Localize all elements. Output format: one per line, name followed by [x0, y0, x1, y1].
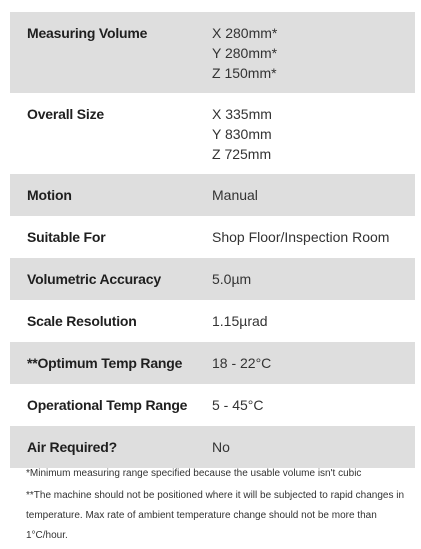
spec-value: Shop Floor/Inspection Room [212, 229, 390, 245]
spec-value: No [212, 439, 230, 455]
spec-value [212, 23, 415, 83]
spec-label: Scale Resolution [27, 313, 137, 329]
spec-value: Manual [212, 187, 258, 203]
spec-label: Suitable For [27, 229, 106, 245]
spec-row-volumetric-accuracy [10, 258, 415, 300]
spec-row-overall-size [10, 93, 415, 174]
spec-value: 18 - 22°C [212, 355, 272, 371]
footnote-temperature: **The machine should not be positioned where it will be subjected to rapid changes in temperature. Max rate of ambient temperature change should not be more than 1°C/hour. [26, 490, 405, 541]
spec-row-motion [10, 174, 415, 216]
spec-row-air-required [10, 426, 415, 468]
spec-label: Operational Temp Range [27, 397, 188, 413]
spec-label: **Optimum Temp Range [27, 355, 183, 371]
spec-value-z: Z 725mm [212, 146, 272, 162]
spec-value: 5 - 45°C [212, 397, 264, 413]
footnote-measuring-range: *Minimum measuring range specified because the usable volume isn't cubic [26, 468, 362, 479]
spec-row-optimum-temp-range [10, 342, 415, 384]
spec-label: Measuring Volume [27, 25, 148, 41]
spec-value: 1.15µrad [212, 313, 268, 329]
spec-row-suitable-for [10, 216, 415, 258]
spec-value: 5.0µm [212, 271, 252, 287]
footnotes [26, 464, 411, 546]
spec-value-x: X 335mm [212, 106, 272, 122]
spec-label: Air Required? [27, 439, 117, 455]
spec-value-y: Y 830mm [212, 126, 272, 142]
spec-value-x: X 280mm* [212, 25, 278, 41]
spec-label: Motion [27, 187, 72, 203]
spec-value-y: Y 280mm* [212, 45, 278, 61]
spec-row-operational-temp-range [10, 384, 415, 426]
spec-label: Overall Size [27, 106, 104, 122]
specifications-table [10, 12, 415, 468]
spec-value [212, 104, 415, 164]
spec-label: Volumetric Accuracy [27, 271, 161, 287]
spec-row-measuring-volume [10, 12, 415, 93]
spec-value-z: Z 150mm* [212, 65, 277, 81]
spec-row-scale-resolution [10, 300, 415, 342]
